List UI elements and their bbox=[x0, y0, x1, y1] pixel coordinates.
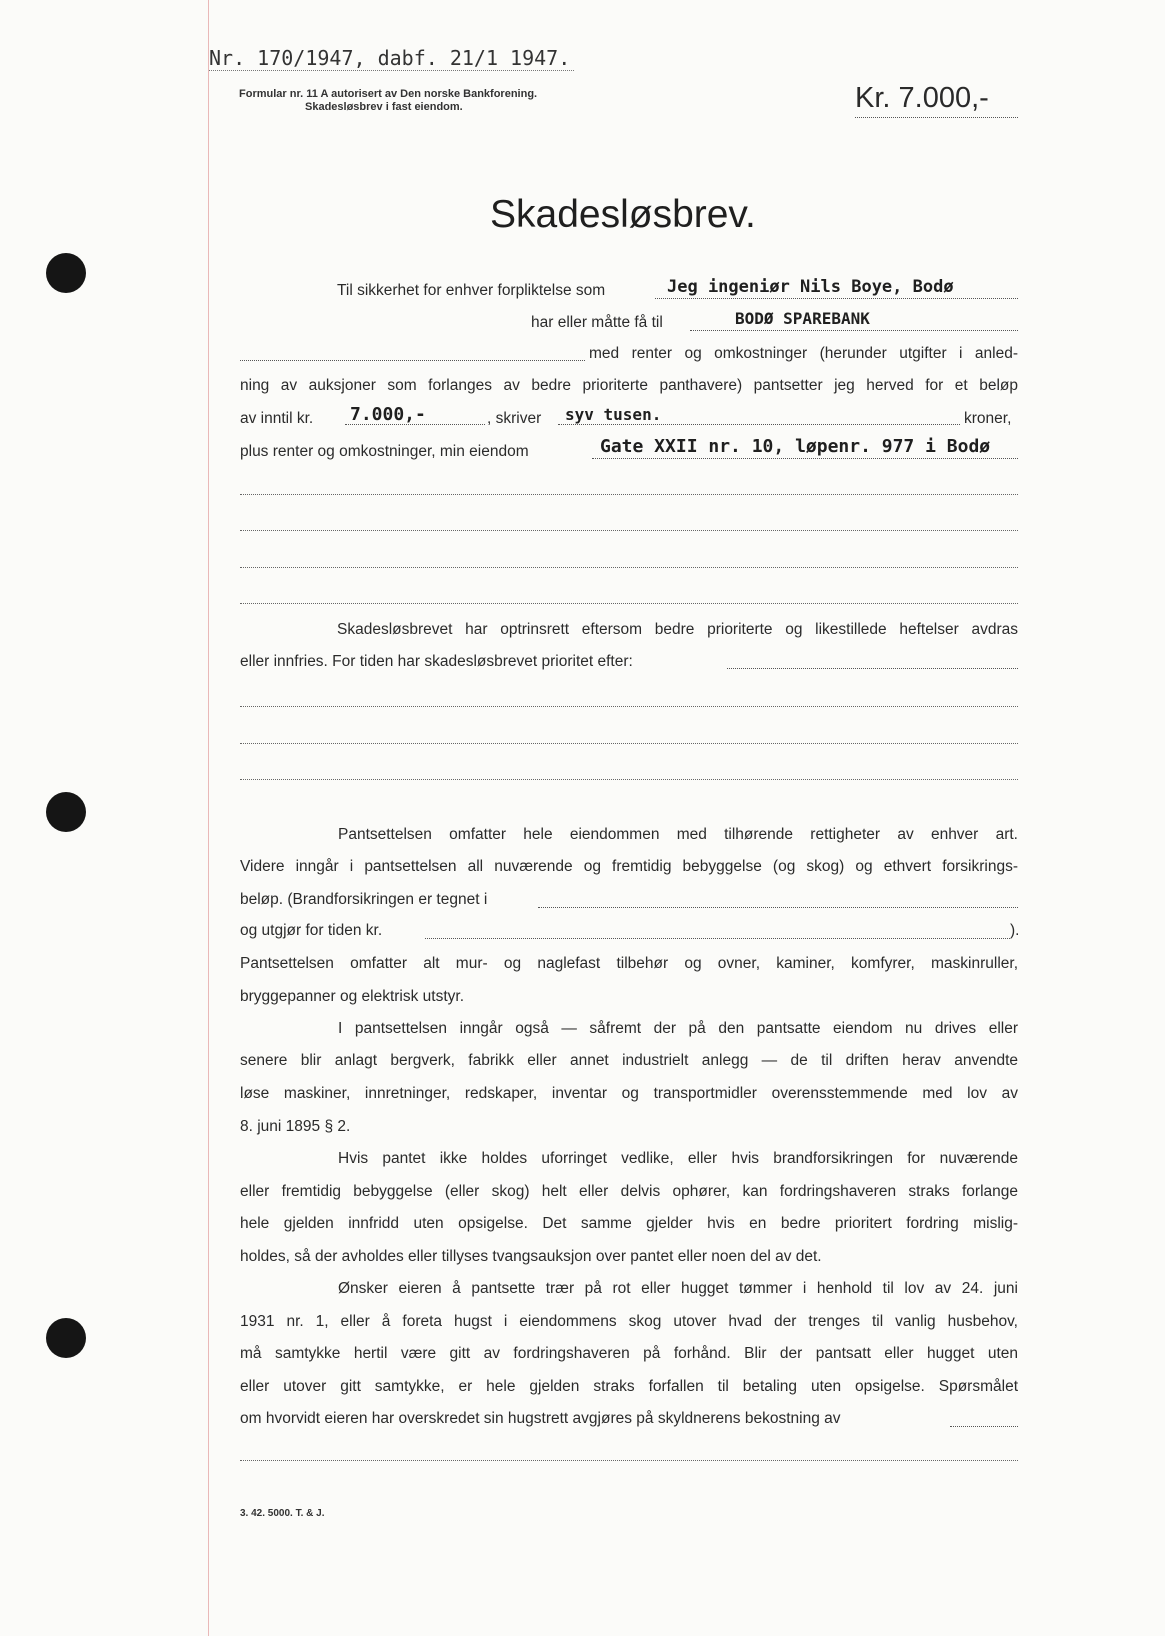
print-code: 3. 42. 5000. T. & J. bbox=[240, 1508, 325, 1519]
intro-line-2-label: har eller måtte få til bbox=[531, 314, 663, 331]
forestry-line-2: 1931 nr. 1, eller å foreta hugst i eiendommens skog utover hvad der trenges til vanlig husbehov, bbox=[240, 1313, 1018, 1330]
amount-words-line bbox=[558, 424, 960, 425]
amount-figures-line bbox=[345, 424, 485, 425]
form-line-2: Skadesløsbrev i fast eiendom. bbox=[305, 101, 463, 113]
pledge-line-4: og utgjør for tiden kr. bbox=[240, 922, 383, 939]
amount-underline bbox=[855, 117, 1018, 118]
pledge-line-3: beløp. (Brandforsikringen er tegnet i bbox=[240, 891, 488, 908]
amount-writes-label: , skriver bbox=[487, 410, 542, 427]
blank-line-1 bbox=[240, 360, 585, 361]
amount-figures: 7.000,- bbox=[350, 404, 426, 425]
insurance-company-line bbox=[538, 907, 1018, 908]
forestry-line-1: Ønsker eieren å pantsette trær på rot eller hugget tømmer i henhold til lov av 24. juni bbox=[338, 1280, 1018, 1297]
blank-line-2 bbox=[240, 494, 1018, 495]
intro-line-1-label: Til sikkerhet for enhver forpliktelse som bbox=[337, 282, 606, 299]
pledge-line-4-end: ). bbox=[1010, 922, 1020, 939]
amount-box: Kr. 7.000,- bbox=[855, 82, 989, 114]
pledge-line-6: bryggepanner og elektrisk utstyr. bbox=[240, 988, 465, 1005]
punch-hole-middle bbox=[46, 792, 86, 832]
maintenance-line-2: eller fremtidig bebyggelse (eller skog) helt eller delvis ophører, kan fordringshaveren straks forlange bbox=[240, 1183, 1018, 1200]
maintenance-line-3: hele gjelden innfridd uten opsigelse. Det samme gjelder hvis en bedre prioritert fordring mislig- bbox=[240, 1215, 1018, 1232]
amount-currency: kroner, bbox=[964, 410, 1012, 427]
blank-line-4 bbox=[240, 567, 1018, 568]
priority-line-2: eller innfries. For tiden har skadesløsbrevet prioritet efter: bbox=[240, 653, 633, 670]
form-authorization bbox=[239, 88, 537, 114]
forestry-line-4: eller utover gitt samtykke, er hele gjelden straks forfallen til betaling uten opsigelse. Spørsmålet bbox=[240, 1378, 1018, 1395]
forestry-line-5-fill bbox=[950, 1426, 1018, 1427]
blank-line-5 bbox=[240, 603, 1018, 604]
margin-rule bbox=[208, 0, 209, 1636]
maintenance-line-4: holdes, så der avholdes eller tillyses tvangsauksjon over pantet eller noen del av det. bbox=[240, 1248, 822, 1265]
maintenance-line-1: Hvis pantet ikke holdes uforringet vedlike, eller hvis brandforsikringen for nuværende bbox=[338, 1150, 1018, 1167]
intro-line-3: med renter og omkostninger (herunder utgifter i anled- bbox=[589, 345, 1018, 362]
property-label: plus renter og omkostninger, min eiendom bbox=[240, 443, 529, 460]
intro-line-4: ning av auksjoner som forlanges av bedre prioriterte panthavere) pantsetter jeg herved for et beløp bbox=[240, 377, 1018, 394]
property-line bbox=[592, 458, 1018, 459]
forestry-line-5: om hvorvidt eieren har overskredet sin hugstrett avgjøres på skyldnerens bekostning av bbox=[240, 1410, 841, 1427]
debtor-name: Jeg ingeniør Nils Boye, Bodø bbox=[667, 277, 954, 297]
property-description: Gate XXII nr. 10, løpenr. 977 i Bodø bbox=[600, 436, 991, 457]
blank-line-9 bbox=[240, 1460, 1018, 1461]
priority-line-1: Skadesløsbrevet har optrinsrett eftersom bedre prioriterte og likestillede heftelser avdras bbox=[337, 621, 1018, 638]
blank-line-3 bbox=[240, 530, 1018, 531]
punch-hole-bottom bbox=[46, 1318, 86, 1358]
pledge-line-2: Videre inngår i pantsettelsen all nuværende og fremtidig bebyggelse (og skog) og ethvert forsikrings- bbox=[240, 858, 1018, 875]
forestry-line-3: må samtykke hertil være gitt av fordringshaveren på forhånd. Blir der pantsatt eller hugget uten bbox=[240, 1345, 1018, 1362]
form-line-1: Formular nr. 11 A autorisert av Den norske Bankforening. bbox=[239, 88, 538, 100]
debtor-name-line bbox=[655, 298, 1018, 299]
blank-line-8 bbox=[240, 779, 1018, 780]
pledge-line-1: Pantsettelsen omfatter hele eiendommen med tilhørende rettigheter av enhver art. bbox=[338, 826, 1018, 843]
reference-number: Nr. 170/1947, dabf. 21/1 1947. bbox=[209, 46, 574, 71]
document-title: Skadesløsbrev. bbox=[490, 193, 756, 236]
blank-line-7 bbox=[240, 743, 1018, 744]
pledge-line-5: Pantsettelsen omfatter alt mur- og naglefast tilbehør og ovner, kaminer, komfyrer, maskinruller, bbox=[240, 955, 1018, 972]
amount-words: syv tusen. bbox=[565, 405, 662, 424]
insurance-amount-line bbox=[425, 938, 1010, 939]
creditor-name-line bbox=[690, 330, 1018, 331]
creditor-name: BODØ SPAREBANK bbox=[735, 309, 870, 328]
punch-hole-top bbox=[46, 253, 86, 293]
priority-answer-line bbox=[727, 668, 1018, 669]
industry-line-1: I pantsettelsen inngår også — såfremt der på den pantsatte eiendom nu drives eller bbox=[338, 1020, 1018, 1037]
industry-line-4: 8. juni 1895 § 2. bbox=[240, 1118, 351, 1135]
amount-label: av inntil kr. bbox=[240, 410, 314, 427]
industry-line-2: senere blir anlagt bergverk, fabrikk eller annet industrielt anlegg — de til driften herav anvendte bbox=[240, 1052, 1018, 1069]
industry-line-3: løse maskiner, innretninger, redskaper, inventar og transportmidler overensstemmende med lov av bbox=[240, 1085, 1018, 1102]
blank-line-6 bbox=[240, 706, 1018, 707]
